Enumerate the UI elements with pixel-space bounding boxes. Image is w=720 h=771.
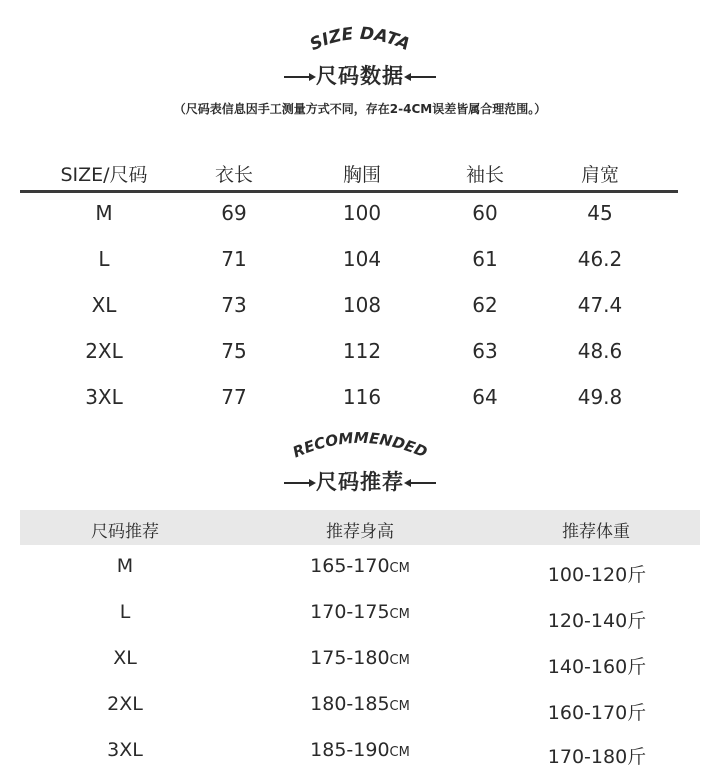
size-table-col-sleeve: 袖长 — [465, 164, 504, 186]
height-unit: CM — [389, 653, 410, 668]
shoulder-cell: 49.8 — [577, 385, 623, 409]
recommend-height-cell — [280, 555, 440, 577]
size-table-divider — [20, 190, 678, 193]
size-table-row — [0, 339, 720, 369]
heading-right-ornament — [410, 76, 436, 78]
recommended-arc-title — [0, 415, 720, 465]
recommend-height-cell — [280, 601, 440, 623]
recommend-size-cell: 2XL — [107, 693, 143, 715]
heading-right-ornament — [410, 482, 436, 484]
size-table-row — [0, 293, 720, 323]
size-data-heading-text: 尺码数据 — [316, 64, 404, 88]
size-data-arc-text: SIZE DATA — [307, 23, 413, 56]
height-range: 165-170 — [310, 555, 390, 577]
sleeve-cell: 60 — [472, 201, 498, 225]
recommend-table-row — [0, 739, 720, 769]
recommend-table-header — [20, 510, 700, 545]
size-table-row — [0, 247, 720, 277]
size-data-heading — [0, 60, 720, 90]
size-table-row — [0, 385, 720, 415]
recommend-size-cell: 3XL — [107, 739, 143, 761]
length-cell: 77 — [221, 385, 247, 409]
sleeve-cell: 62 — [472, 293, 498, 317]
size-cell: L — [98, 247, 110, 271]
shoulder-cell: 47.4 — [577, 293, 623, 317]
recommend-height-cell — [280, 739, 440, 761]
height-unit: CM — [389, 607, 410, 622]
recommend-weight-cell: 170-180斤 — [547, 746, 647, 768]
recommend-height-cell — [280, 647, 440, 669]
length-cell: 69 — [221, 201, 247, 225]
recommended-arc-text: RECOMMENDED — [290, 428, 430, 462]
recommend-size-cell: XL — [113, 647, 137, 669]
recommend-table-row — [0, 693, 720, 723]
sleeve-cell: 61 — [472, 247, 498, 271]
chest-cell: 108 — [342, 293, 382, 317]
size-cell: XL — [91, 293, 117, 317]
size-data-arc-title — [0, 10, 720, 60]
size-table-col-size: SIZE/尺码 — [60, 164, 148, 186]
recommend-col-weight: 推荐体重 — [562, 522, 630, 542]
size-table-row — [0, 201, 720, 231]
recommend-table-row — [0, 647, 720, 677]
chest-cell: 104 — [342, 247, 382, 271]
height-range: 180-185 — [310, 693, 390, 715]
height-range: 185-190 — [310, 739, 390, 761]
recommend-weight-cell: 160-170斤 — [547, 702, 647, 724]
recommend-weight-cell: 100-120斤 — [547, 564, 647, 586]
measurement-note: （尺码表信息因手工测量方式不同，存在2-4CM误差皆属合理范围。） — [173, 102, 547, 116]
height-unit: CM — [389, 561, 410, 576]
height-unit: CM — [389, 699, 410, 714]
size-cell: 2XL — [85, 339, 123, 363]
heading-left-ornament — [284, 76, 310, 78]
sleeve-cell: 63 — [472, 339, 498, 363]
recommend-table-row — [0, 555, 720, 585]
recommended-heading — [0, 466, 720, 496]
chest-cell: 100 — [342, 201, 382, 225]
size-cell: 3XL — [85, 385, 123, 409]
recommend-size-cell: M — [116, 555, 134, 577]
shoulder-cell: 48.6 — [577, 339, 623, 363]
shoulder-cell: 46.2 — [577, 247, 623, 271]
size-cell: M — [95, 201, 113, 225]
recommend-size-cell: L — [119, 601, 131, 623]
size-table-col-shoulder: 肩宽 — [580, 164, 619, 186]
sleeve-cell: 64 — [472, 385, 498, 409]
recommend-col-height: 推荐身高 — [326, 522, 394, 542]
length-cell: 73 — [221, 293, 247, 317]
chest-cell: 112 — [342, 339, 382, 363]
height-range: 170-175 — [310, 601, 390, 623]
chest-cell: 116 — [342, 385, 382, 409]
svg-text:SIZE DATA — [307, 24, 413, 55]
length-cell: 71 — [221, 247, 247, 271]
recommend-table-row — [0, 601, 720, 631]
size-table-header — [0, 160, 720, 188]
recommended-heading-text: 尺码推荐 — [316, 470, 404, 494]
size-table-col-length: 衣长 — [214, 164, 253, 186]
recommend-height-cell — [280, 693, 440, 715]
height-unit: CM — [389, 745, 410, 760]
size-table-col-chest: 胸围 — [342, 164, 381, 186]
height-range: 175-180 — [310, 647, 390, 669]
svg-text:RECOMMENDED — [290, 429, 430, 461]
heading-left-ornament — [284, 482, 310, 484]
shoulder-cell: 45 — [587, 201, 613, 225]
recommend-weight-cell: 140-160斤 — [547, 656, 647, 678]
length-cell: 75 — [221, 339, 247, 363]
recommend-col-size: 尺码推荐 — [91, 522, 159, 542]
recommend-weight-cell: 120-140斤 — [547, 610, 647, 632]
